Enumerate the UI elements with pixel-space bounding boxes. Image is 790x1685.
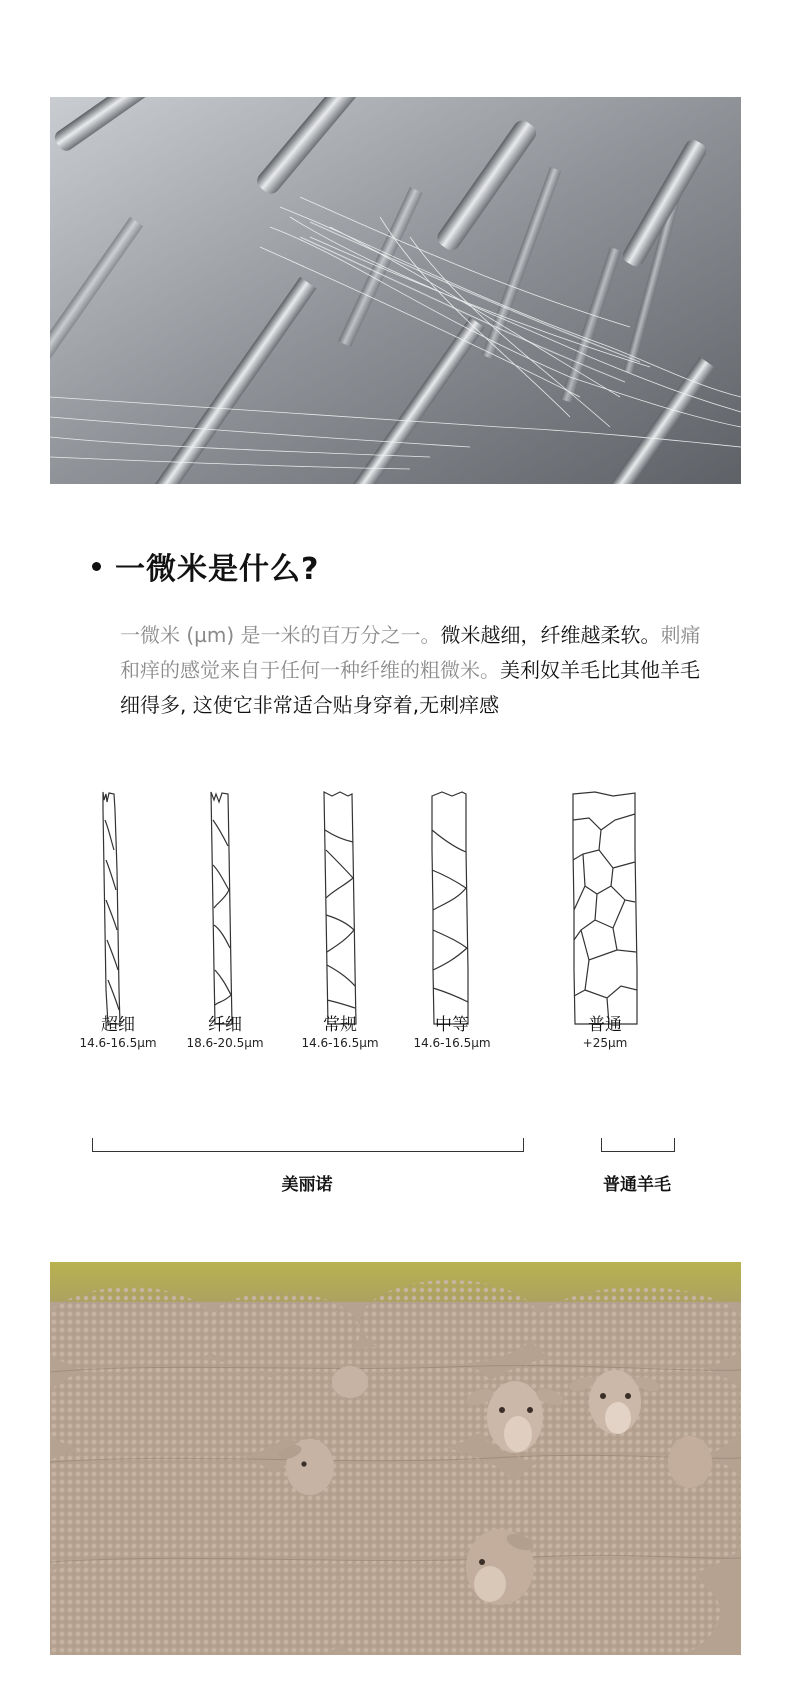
bullet-dot (92, 562, 101, 571)
wool-carding-photo (50, 97, 741, 484)
fiber-range-fine: 18.6-20.5µm (186, 1036, 264, 1050)
fiber-medium-illustration (430, 790, 470, 1026)
para-muted-2: 刺痛和痒的感觉来自于任何一种纤维的粗微米。 (120, 623, 701, 682)
fiber-label-coarse: 普通 (588, 1015, 622, 1035)
fiber-fine-illustration (206, 790, 236, 1026)
fiber-range-medium: 14.6-16.5µm (413, 1036, 491, 1050)
fiber-label-medium: 中等 (435, 1015, 469, 1035)
regular-wool-group-bracket (601, 1138, 675, 1152)
fiber-label-fine: 纤细 (208, 1015, 242, 1035)
fiber-regular-illustration (322, 790, 358, 1026)
fiber-coarse-illustration (571, 790, 639, 1026)
para-strong-2: 美利奴羊毛比其他羊毛细得多, 这使它非常适合贴身穿着,无刺痒感 (120, 658, 700, 717)
fiber-diameter-diagram (0, 790, 790, 1060)
sheep-flock-illustration (50, 1262, 741, 1655)
section-heading (92, 544, 319, 588)
heading-text: 一微米是什么? (115, 552, 320, 587)
micron-description (120, 618, 710, 723)
regular-wool-group-label: 普通羊毛 (603, 1175, 671, 1195)
fiber-range-regular: 14.6-16.5µm (301, 1036, 379, 1050)
fiber-range-coarse: +25µm (582, 1036, 628, 1050)
fiber-ultrafine-illustration (99, 790, 125, 1026)
fiber-label-regular: 常规 (323, 1015, 357, 1035)
fiber-range-ultrafine: 14.6-16.5µm (79, 1036, 157, 1050)
wool-carding-illustration (50, 97, 741, 484)
para-muted-1: 一微米 (µm) 是一米的百万分之一。 (120, 623, 441, 647)
para-strong-1: 微米越细，纤维越柔软。 (440, 623, 661, 647)
fiber-label-ultrafine: 超细 (101, 1015, 135, 1035)
merino-group-label: 美丽诺 (281, 1175, 333, 1195)
merino-group-bracket (92, 1138, 524, 1152)
sheep-flock-photo (50, 1262, 741, 1655)
